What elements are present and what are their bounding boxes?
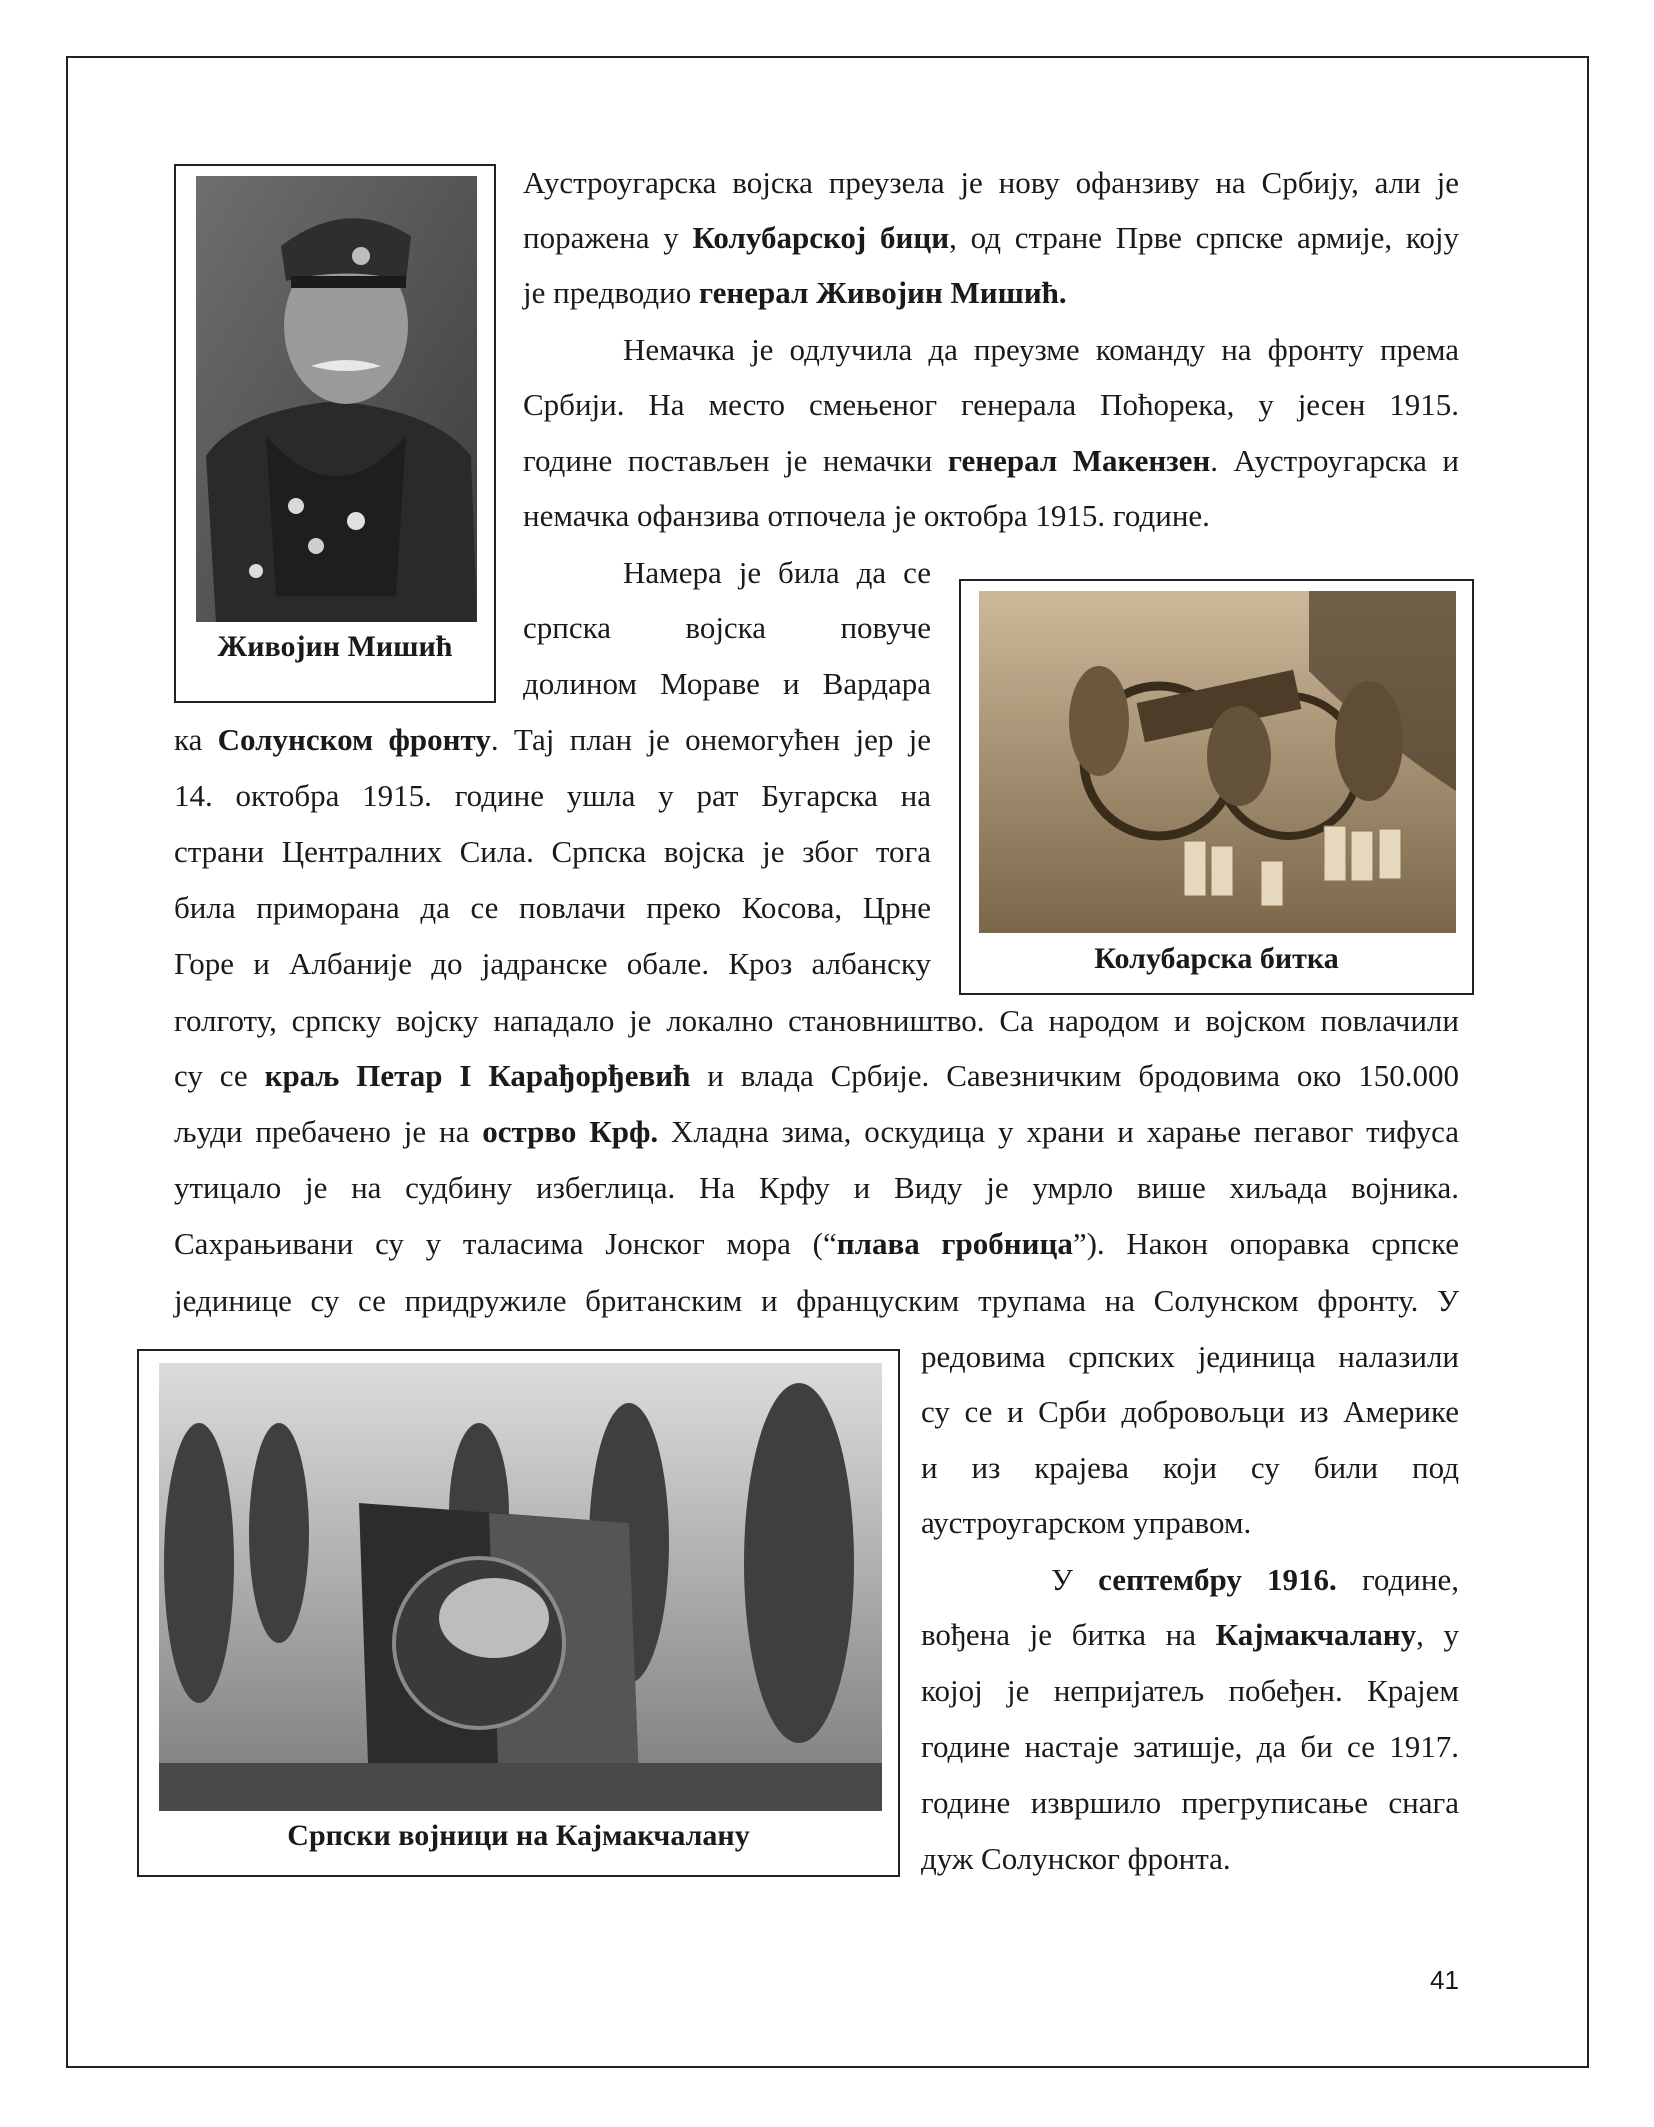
text-line [523, 608, 931, 648]
text-run: Србији. На место смењеног генерала Поћорека, у јесен 1915. [523, 387, 1459, 422]
text-run: утицало је на судбину избеглица. На Крфу и Виду је умрло више хиљада војника. [174, 1170, 1459, 1205]
text-line [174, 1056, 1459, 1096]
text-line [623, 330, 1459, 370]
text-run: и из крајева који су били под [921, 1450, 1459, 1485]
text-line [921, 1727, 1459, 1767]
text-line [921, 1337, 1459, 1377]
text-line [523, 496, 1210, 536]
text-run: године настаје затишје, да би се 1917. [921, 1729, 1459, 1764]
text-run: голготу, српску војску нападало је локално становништво. Са народом и војском повлачили [174, 1003, 1459, 1038]
figure-caption: Живојин Мишић [217, 630, 453, 663]
text-run: је предводио [523, 275, 699, 310]
text-run: Хладна зима, оскудица у храни и харање пегавог тифуса [658, 1114, 1459, 1149]
text-line [523, 163, 1459, 203]
text-run: су се [174, 1058, 265, 1093]
text-run: редовима српских јединица налазили [921, 1339, 1459, 1374]
text-line [921, 1839, 1231, 1879]
text-line [174, 888, 931, 928]
text-line [174, 1112, 1459, 1152]
text-run: Немачка је одлучила да преузме команду на фронту према [623, 332, 1459, 367]
text-line [921, 1503, 1251, 1543]
text-line [174, 1001, 1459, 1041]
page-number: 41 [1430, 1965, 1459, 1995]
text-line [921, 1392, 1459, 1432]
portrait-image [196, 176, 477, 622]
text-run: и влада Србије. Савезничким бродовима око 150.000 [690, 1058, 1460, 1093]
text-run: . Аустроугарска и [1210, 443, 1459, 478]
bold-term: септембру 1916. [1098, 1562, 1337, 1597]
text-run: Намера је била да се [623, 555, 931, 590]
bold-term: генерал Живојин Мишић. [698, 275, 1067, 310]
text-line [1051, 1560, 1459, 1600]
text-run: . Тај план је онемогућен јер је [490, 722, 932, 757]
kolubara-photo [979, 591, 1456, 933]
text-run: којој је непријатељ побеђен. Крајем [921, 1673, 1459, 1708]
text-run: јединице су се придружиле британским и француским трупама на Солунском фронту. У [174, 1283, 1459, 1318]
figure-kajmakcalan [137, 1349, 900, 1877]
text-run: Горе и Албаније до јадранске обале. Кроз албанску [174, 946, 931, 981]
text-run: људи пребачено је на [174, 1114, 483, 1149]
figure-caption: Колубарска битка [1094, 942, 1339, 975]
text-run: године, [1336, 1562, 1460, 1597]
text-run: 14. октобра 1915. године ушла у рат Бугарска на [174, 778, 931, 813]
kajmakcalan-image [159, 1363, 882, 1811]
bold-term: Кајмакчалану [1215, 1617, 1417, 1652]
text-line [174, 776, 931, 816]
text-run: српска војска повуче [523, 610, 931, 645]
text-run: , од стране Прве српске армије, коју [949, 220, 1459, 255]
text-line [921, 1671, 1459, 1711]
text-line [921, 1615, 1459, 1655]
text-line [523, 664, 931, 704]
text-run: су се и Срби добровољци из Америке [921, 1394, 1459, 1429]
bold-term: Колубарској бици [692, 220, 950, 255]
text-line [174, 1281, 1459, 1321]
text-run: ”). Након опоравка српске [1072, 1226, 1459, 1261]
text-line [921, 1783, 1459, 1823]
bold-term: плава гробница [836, 1226, 1073, 1261]
text-run: дуж Солунског фронта. [921, 1841, 1231, 1876]
text-run: поражена у [523, 220, 693, 255]
text-run: године постављен је немачки [523, 443, 948, 478]
text-line [523, 273, 1067, 313]
text-run: У [1051, 1562, 1099, 1597]
text-line [523, 218, 1459, 258]
figure-misic [174, 164, 496, 703]
text-run: године извршило прегруписање снага [921, 1785, 1459, 1820]
text-run: немачка офанзива отпочела је октобра 1915. године. [523, 498, 1210, 533]
bold-term: острво Крф. [482, 1114, 659, 1149]
text-run: аустроугарском управом. [921, 1505, 1252, 1540]
text-run: страни Централних Сила. Српска војска је због тога [174, 834, 931, 869]
text-run: долином Мораве и Вардара [523, 666, 931, 701]
text-line [174, 1168, 1459, 1208]
figure-kolubara [959, 579, 1474, 995]
text-run: Аустроугарска војска преузела је нову офанзиву на Србију, али је [523, 165, 1459, 200]
figure-caption: Српски војници на Кајмакчалану [287, 1819, 750, 1852]
text-line [174, 1224, 1459, 1264]
text-run: , у [1416, 1617, 1459, 1652]
text-run: вођена је битка на [921, 1617, 1216, 1652]
text-line [623, 553, 931, 593]
text-run: била приморана да се повлачи преко Косова, Црне [174, 890, 931, 925]
kolubara-image [979, 591, 1456, 933]
portrait-photo [196, 176, 477, 622]
text-line [523, 385, 1459, 425]
bold-term: генерал Макензен [947, 443, 1211, 478]
text-line [174, 832, 931, 872]
text-run: ка [174, 722, 218, 757]
kajmakcalan-photo [159, 1363, 882, 1811]
bold-term: Солунском фронту [217, 722, 491, 757]
text-line [921, 1448, 1459, 1488]
text-line [174, 720, 931, 760]
text-run: Сахрањивани су у таласима Јонског мора (“ [174, 1226, 837, 1261]
bold-term: краљ Петар I Карађорђевић [264, 1058, 691, 1093]
text-line [523, 441, 1459, 481]
text-line [174, 944, 931, 984]
